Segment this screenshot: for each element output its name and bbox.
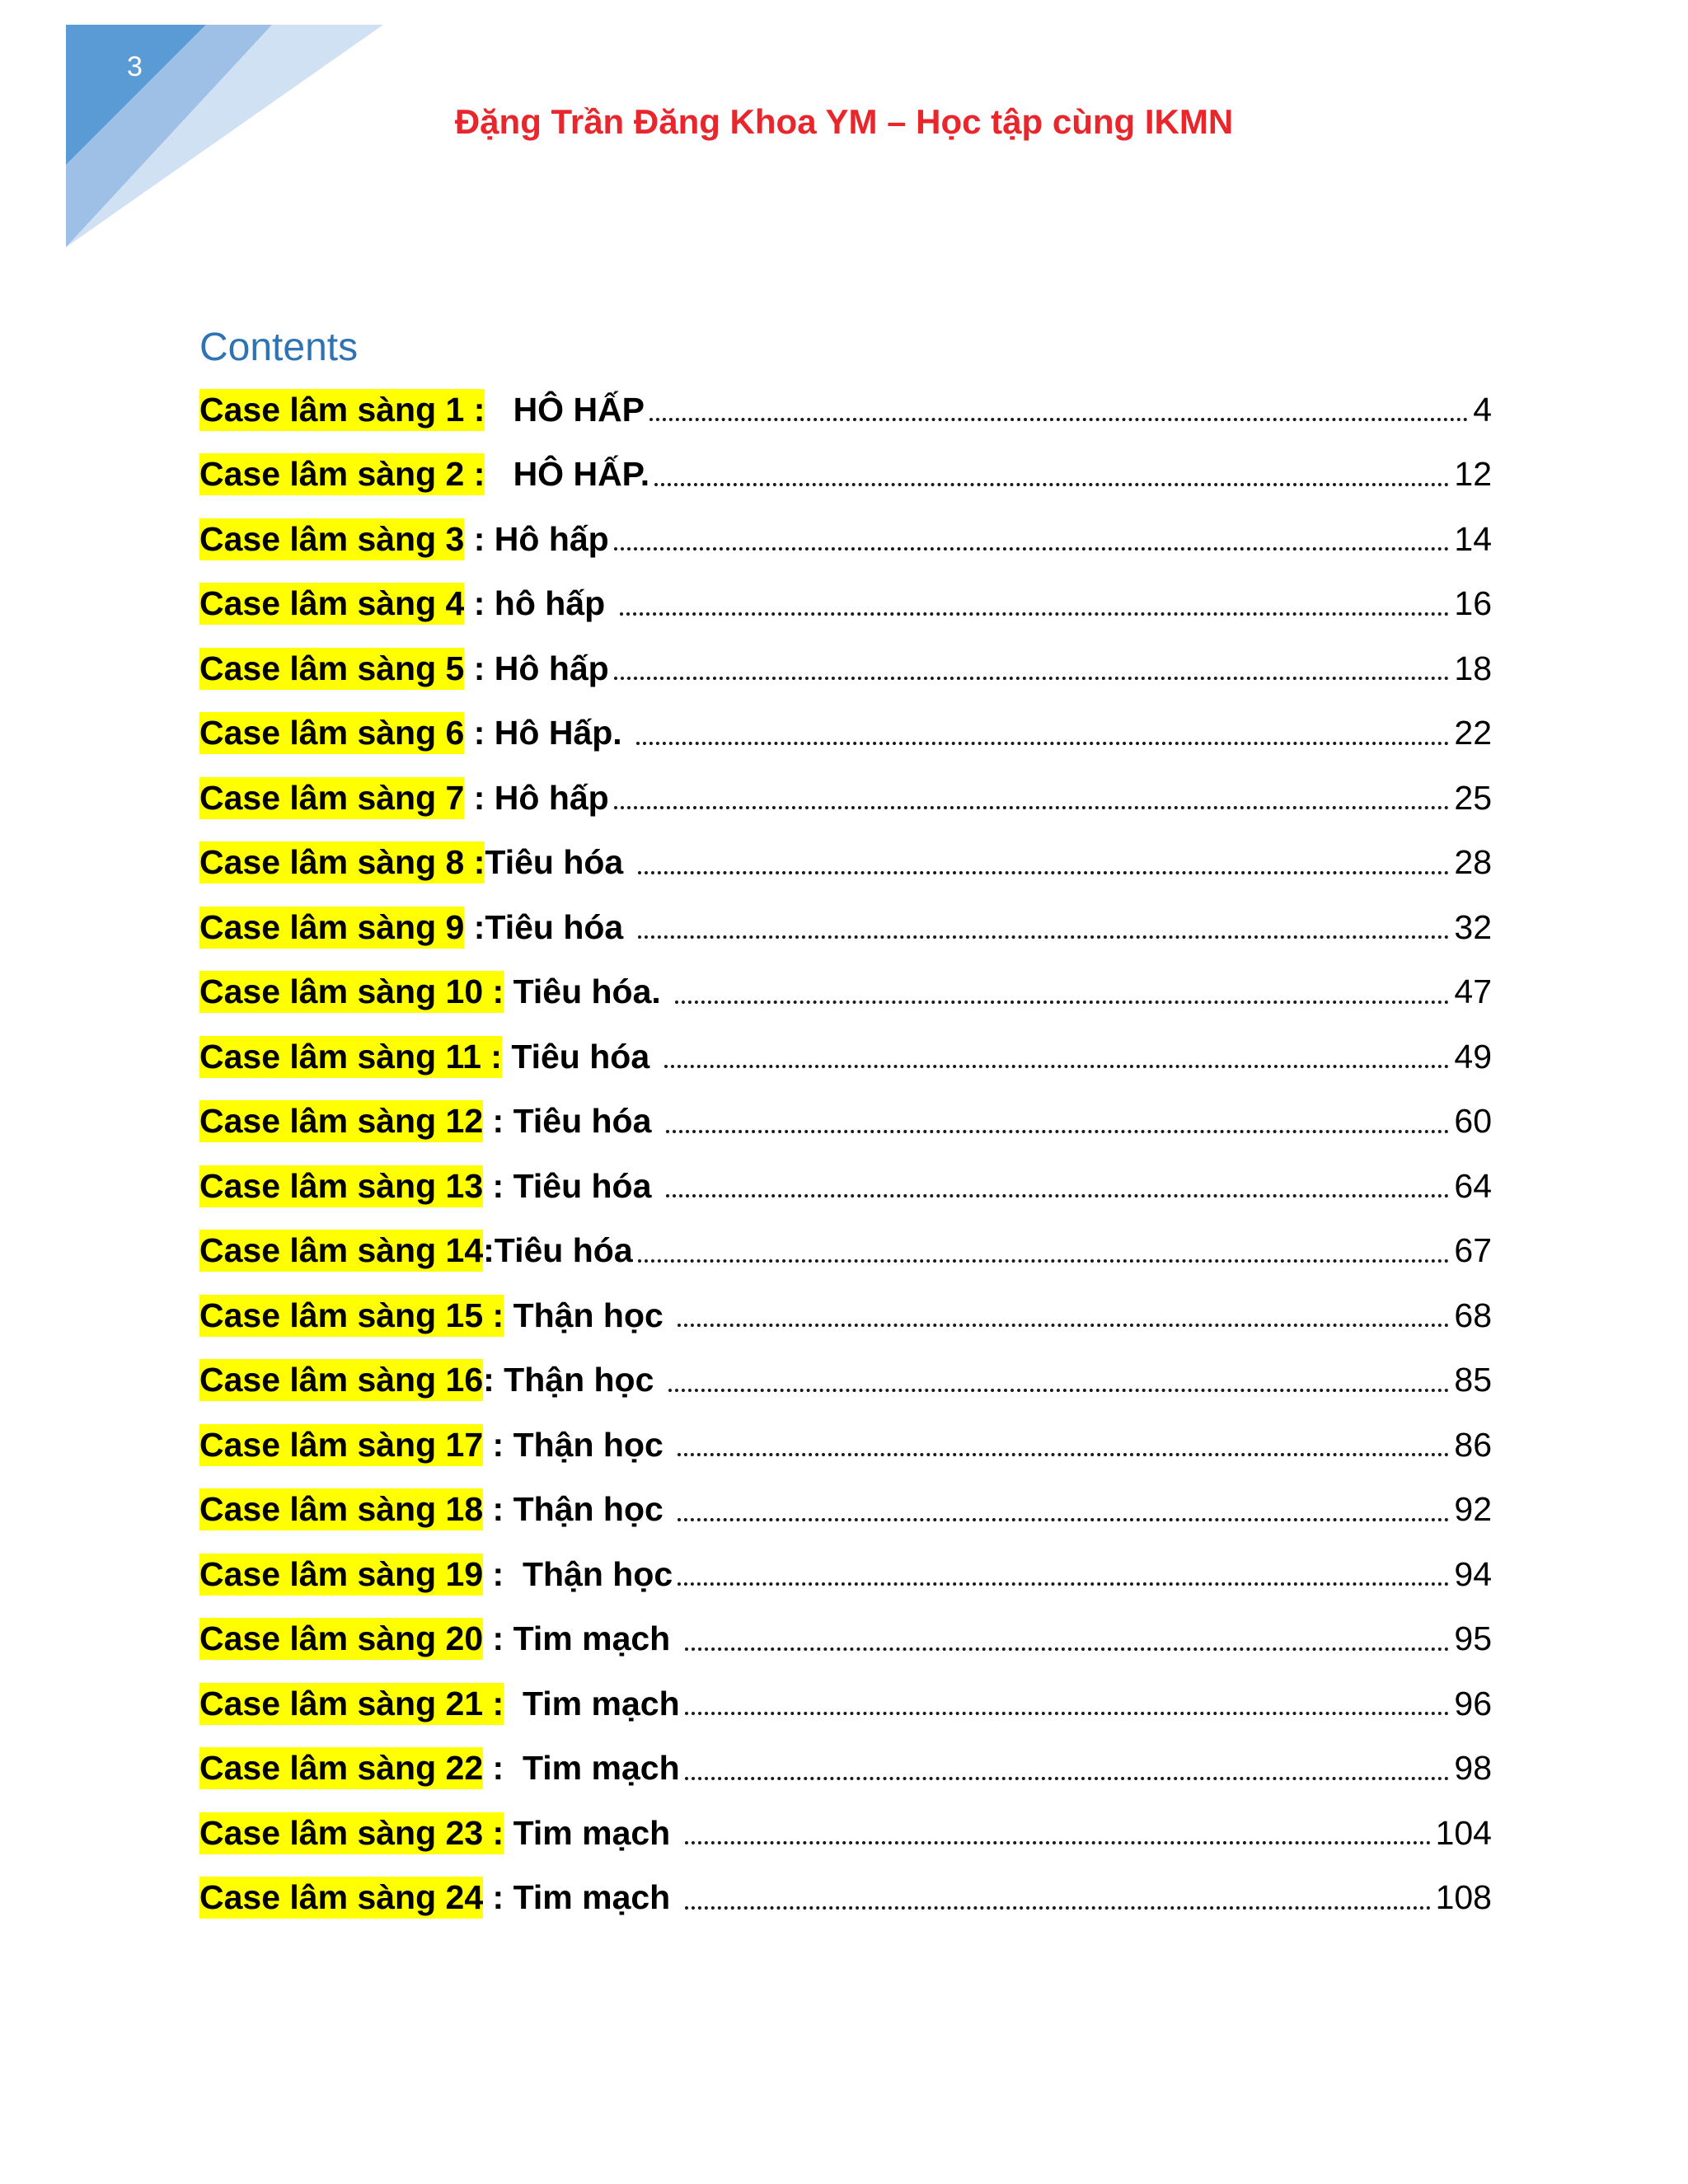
toc-entry-page: 4 (1473, 390, 1492, 429)
toc-entry-case-label: Case lâm sàng 6 (199, 712, 464, 754)
toc-entry-topic: : Tim mạch (483, 1878, 680, 1917)
toc-leader-dots (685, 1644, 1450, 1651)
page-number: 3 (127, 51, 143, 82)
toc-entry-title[interactable] (199, 712, 631, 754)
toc-entry-page: 98 (1454, 1749, 1492, 1788)
toc-entry-topic: : Thận học (483, 1490, 673, 1529)
toc-entry-topic: : Thận học (483, 1361, 663, 1399)
toc-entry[interactable] (199, 443, 1492, 508)
toc-entry-page: 49 (1454, 1037, 1492, 1076)
contents-heading: Contents (199, 326, 359, 369)
toc-entry[interactable] (199, 1607, 1492, 1672)
toc-entry-page: 64 (1454, 1166, 1492, 1205)
toc-entry-topic: HÔ HẤP (485, 390, 645, 429)
toc-entry-page: 108 (1435, 1878, 1492, 1917)
toc-entry-case-label: Case lâm sàng 12 (199, 1100, 483, 1142)
toc-entry-title[interactable] (199, 1812, 680, 1854)
toc-entry-case-label: Case lâm sàng 11 : (199, 1036, 502, 1078)
toc-leader-dots (678, 1515, 1449, 1521)
toc-entry[interactable] (199, 1671, 1492, 1736)
toc-entry-case-label: Case lâm sàng 23 : (199, 1812, 504, 1854)
toc-entry-case-label: Case lâm sàng 2 : (199, 453, 485, 495)
toc-leader-dots (614, 803, 1450, 809)
toc-entry-page: 104 (1435, 1813, 1492, 1852)
toc-entry[interactable] (199, 1542, 1492, 1607)
toc-entry-topic: :Tiêu hóa (483, 1231, 633, 1270)
toc-entry-title[interactable] (199, 1100, 661, 1142)
toc-entry-title[interactable] (199, 648, 609, 690)
toc-entry[interactable] (199, 1348, 1492, 1413)
toc-entry-title[interactable] (199, 1554, 673, 1596)
toc-entry-case-label: Case lâm sàng 20 (199, 1618, 483, 1660)
toc-entry[interactable] (199, 1413, 1492, 1478)
toc-entry-page: 85 (1454, 1361, 1492, 1399)
toc-entry-topic: HÔ HẤP. (485, 455, 650, 494)
toc-entry-case-label: Case lâm sàng 1 : (199, 389, 485, 431)
toc-entry-title[interactable] (199, 1877, 680, 1919)
toc-entry-title[interactable] (199, 1295, 673, 1337)
toc-entry-title[interactable] (199, 389, 645, 431)
toc-entry-page: 22 (1454, 714, 1492, 752)
toc-entry-page: 14 (1454, 519, 1492, 558)
toc-entry-title[interactable] (199, 1036, 659, 1078)
toc-entry-topic: : Tiêu hóa (483, 1166, 661, 1205)
toc-leader-dots (664, 1062, 1450, 1068)
toc-entry-case-label: Case lâm sàng 19 (199, 1554, 483, 1596)
toc-entry-topic: : Thận học (483, 1425, 673, 1464)
toc-entry-case-label: Case lâm sàng 15 : (199, 1295, 504, 1337)
toc-entry-title[interactable] (199, 777, 609, 819)
toc-entry[interactable] (199, 766, 1492, 831)
toc-entry-topic: : Thận học (483, 1554, 673, 1593)
toc-entry-topic: : hô hấp (464, 584, 615, 623)
toc-entry[interactable] (199, 1736, 1492, 1802)
toc-entry-topic: : Hô hấp (464, 649, 609, 687)
toc-leader-dots (614, 544, 1450, 551)
toc-entry[interactable] (199, 1024, 1492, 1090)
table-of-contents (199, 377, 1492, 1930)
header-title: Đặng Trần Đăng Khoa YM – Học tập cùng IKMN (454, 102, 1234, 141)
toc-entry-page: 68 (1454, 1296, 1492, 1334)
toc-entry-case-label: Case lâm sàng 18 (199, 1488, 483, 1530)
toc-entry-title[interactable] (199, 583, 615, 625)
toc-entry-topic: Thận học (504, 1296, 673, 1334)
toc-entry-title[interactable] (199, 453, 649, 495)
toc-entry-topic: Tiêu hóa (501, 1037, 659, 1076)
toc-entry[interactable] (199, 1219, 1492, 1284)
toc-entry-topic: : Hô hấp (464, 519, 609, 558)
toc-entry-case-label: Case lâm sàng 10 : (199, 971, 504, 1013)
toc-entry-topic: :Tiêu hóa (464, 907, 633, 946)
toc-entry-topic: Tiêu hóa (485, 843, 633, 882)
toc-entry-title[interactable] (199, 1488, 673, 1530)
toc-entry[interactable] (199, 895, 1492, 960)
toc-entry-topic: : Tim mạch (483, 1749, 680, 1788)
toc-leader-dots (638, 1256, 1450, 1263)
toc-entry-title[interactable] (199, 841, 633, 883)
toc-entry-page: 94 (1454, 1554, 1492, 1593)
toc-entry[interactable] (199, 507, 1492, 572)
toc-entry-page: 12 (1454, 455, 1492, 494)
toc-leader-dots (614, 673, 1450, 680)
toc-entry[interactable] (199, 1090, 1492, 1155)
toc-entry[interactable] (199, 1478, 1492, 1543)
toc-entry-page: 47 (1454, 972, 1492, 1011)
toc-leader-dots (685, 1838, 1431, 1844)
toc-entry-title[interactable] (199, 1230, 633, 1272)
toc-entry-title[interactable] (199, 1424, 673, 1466)
toc-entry-case-label: Case lâm sàng 3 (199, 518, 464, 560)
toc-entry-case-label: Case lâm sàng 7 (199, 777, 464, 819)
toc-entry-case-label: Case lâm sàng 16 (199, 1359, 483, 1401)
toc-entry[interactable] (199, 1154, 1492, 1219)
toc-leader-dots (678, 1450, 1449, 1456)
toc-entry[interactable] (199, 377, 1492, 443)
toc-entry[interactable] (199, 636, 1492, 701)
toc-entry-page: 25 (1454, 778, 1492, 817)
toc-entry-page: 32 (1454, 907, 1492, 946)
toc-entry-topic: Tiêu hóa. (504, 972, 671, 1011)
toc-entry-title[interactable] (199, 1359, 663, 1401)
toc-entry-title[interactable] (199, 518, 609, 560)
toc-entry-topic: : Hô hấp (464, 778, 609, 817)
toc-entry-case-label: Case lâm sàng 9 (199, 907, 464, 949)
toc-leader-dots (685, 1903, 1431, 1910)
toc-entry-case-label: Case lâm sàng 8 : (199, 841, 485, 883)
toc-leader-dots (666, 1191, 1450, 1197)
toc-entry-title[interactable] (199, 1165, 661, 1207)
toc-entry[interactable] (199, 1283, 1492, 1348)
toc-entry-page: 96 (1454, 1684, 1492, 1722)
toc-entry-case-label: Case lâm sàng 24 (199, 1877, 483, 1919)
toc-entry-title[interactable] (199, 971, 670, 1013)
toc-entry-case-label: Case lâm sàng 17 (199, 1424, 483, 1466)
toc-entry-page: 86 (1454, 1425, 1492, 1464)
toc-entry-page: 60 (1454, 1102, 1492, 1141)
toc-leader-dots (675, 997, 1449, 1004)
toc-entry-title[interactable] (199, 1747, 680, 1789)
toc-entry[interactable] (199, 572, 1492, 637)
toc-entry[interactable] (199, 960, 1492, 1025)
toc-entry-case-label: Case lâm sàng 21 : (199, 1683, 504, 1725)
toc-entry-title[interactable] (199, 907, 633, 949)
toc-leader-dots (685, 1708, 1450, 1715)
toc-entry-page: 92 (1454, 1490, 1492, 1529)
toc-entry-page: 95 (1454, 1619, 1492, 1658)
toc-leader-dots (649, 415, 1468, 421)
toc-entry-page: 67 (1454, 1231, 1492, 1270)
toc-entry-case-label: Case lâm sàng 22 (199, 1747, 483, 1789)
toc-entry[interactable] (199, 1866, 1492, 1931)
toc-entry-topic: Tim mạch (504, 1684, 680, 1722)
toc-entry-page: 18 (1454, 649, 1492, 687)
toc-leader-dots (685, 1774, 1450, 1780)
toc-leader-dots (678, 1579, 1449, 1586)
toc-leader-dots (638, 868, 1450, 874)
toc-entry-case-label: Case lâm sàng 14 (199, 1230, 483, 1272)
toc-entry-title[interactable] (199, 1683, 680, 1725)
toc-entry-case-label: Case lâm sàng 5 (199, 648, 464, 690)
toc-entry-title[interactable] (199, 1618, 680, 1660)
toc-leader-dots (668, 1385, 1450, 1392)
toc-entry-page: 28 (1454, 843, 1492, 882)
toc-leader-dots (636, 738, 1449, 745)
toc-entry-case-label: Case lâm sàng 13 (199, 1165, 483, 1207)
toc-entry[interactable] (199, 701, 1492, 766)
toc-leader-dots (666, 1127, 1450, 1133)
toc-entry[interactable] (199, 831, 1492, 896)
toc-entry-topic: : Hô Hấp. (464, 714, 632, 752)
toc-leader-dots (620, 609, 1450, 616)
toc-entry-topic: : Tim mạch (483, 1619, 680, 1658)
toc-entry-topic: Tim mạch (504, 1813, 680, 1852)
toc-entry-topic: : Tiêu hóa (483, 1102, 661, 1141)
toc-leader-dots (638, 932, 1450, 939)
toc-entry[interactable] (199, 1801, 1492, 1866)
toc-leader-dots (678, 1320, 1449, 1327)
toc-leader-dots (654, 480, 1449, 486)
toc-entry-page: 16 (1454, 584, 1492, 623)
toc-entry-case-label: Case lâm sàng 4 (199, 583, 464, 625)
